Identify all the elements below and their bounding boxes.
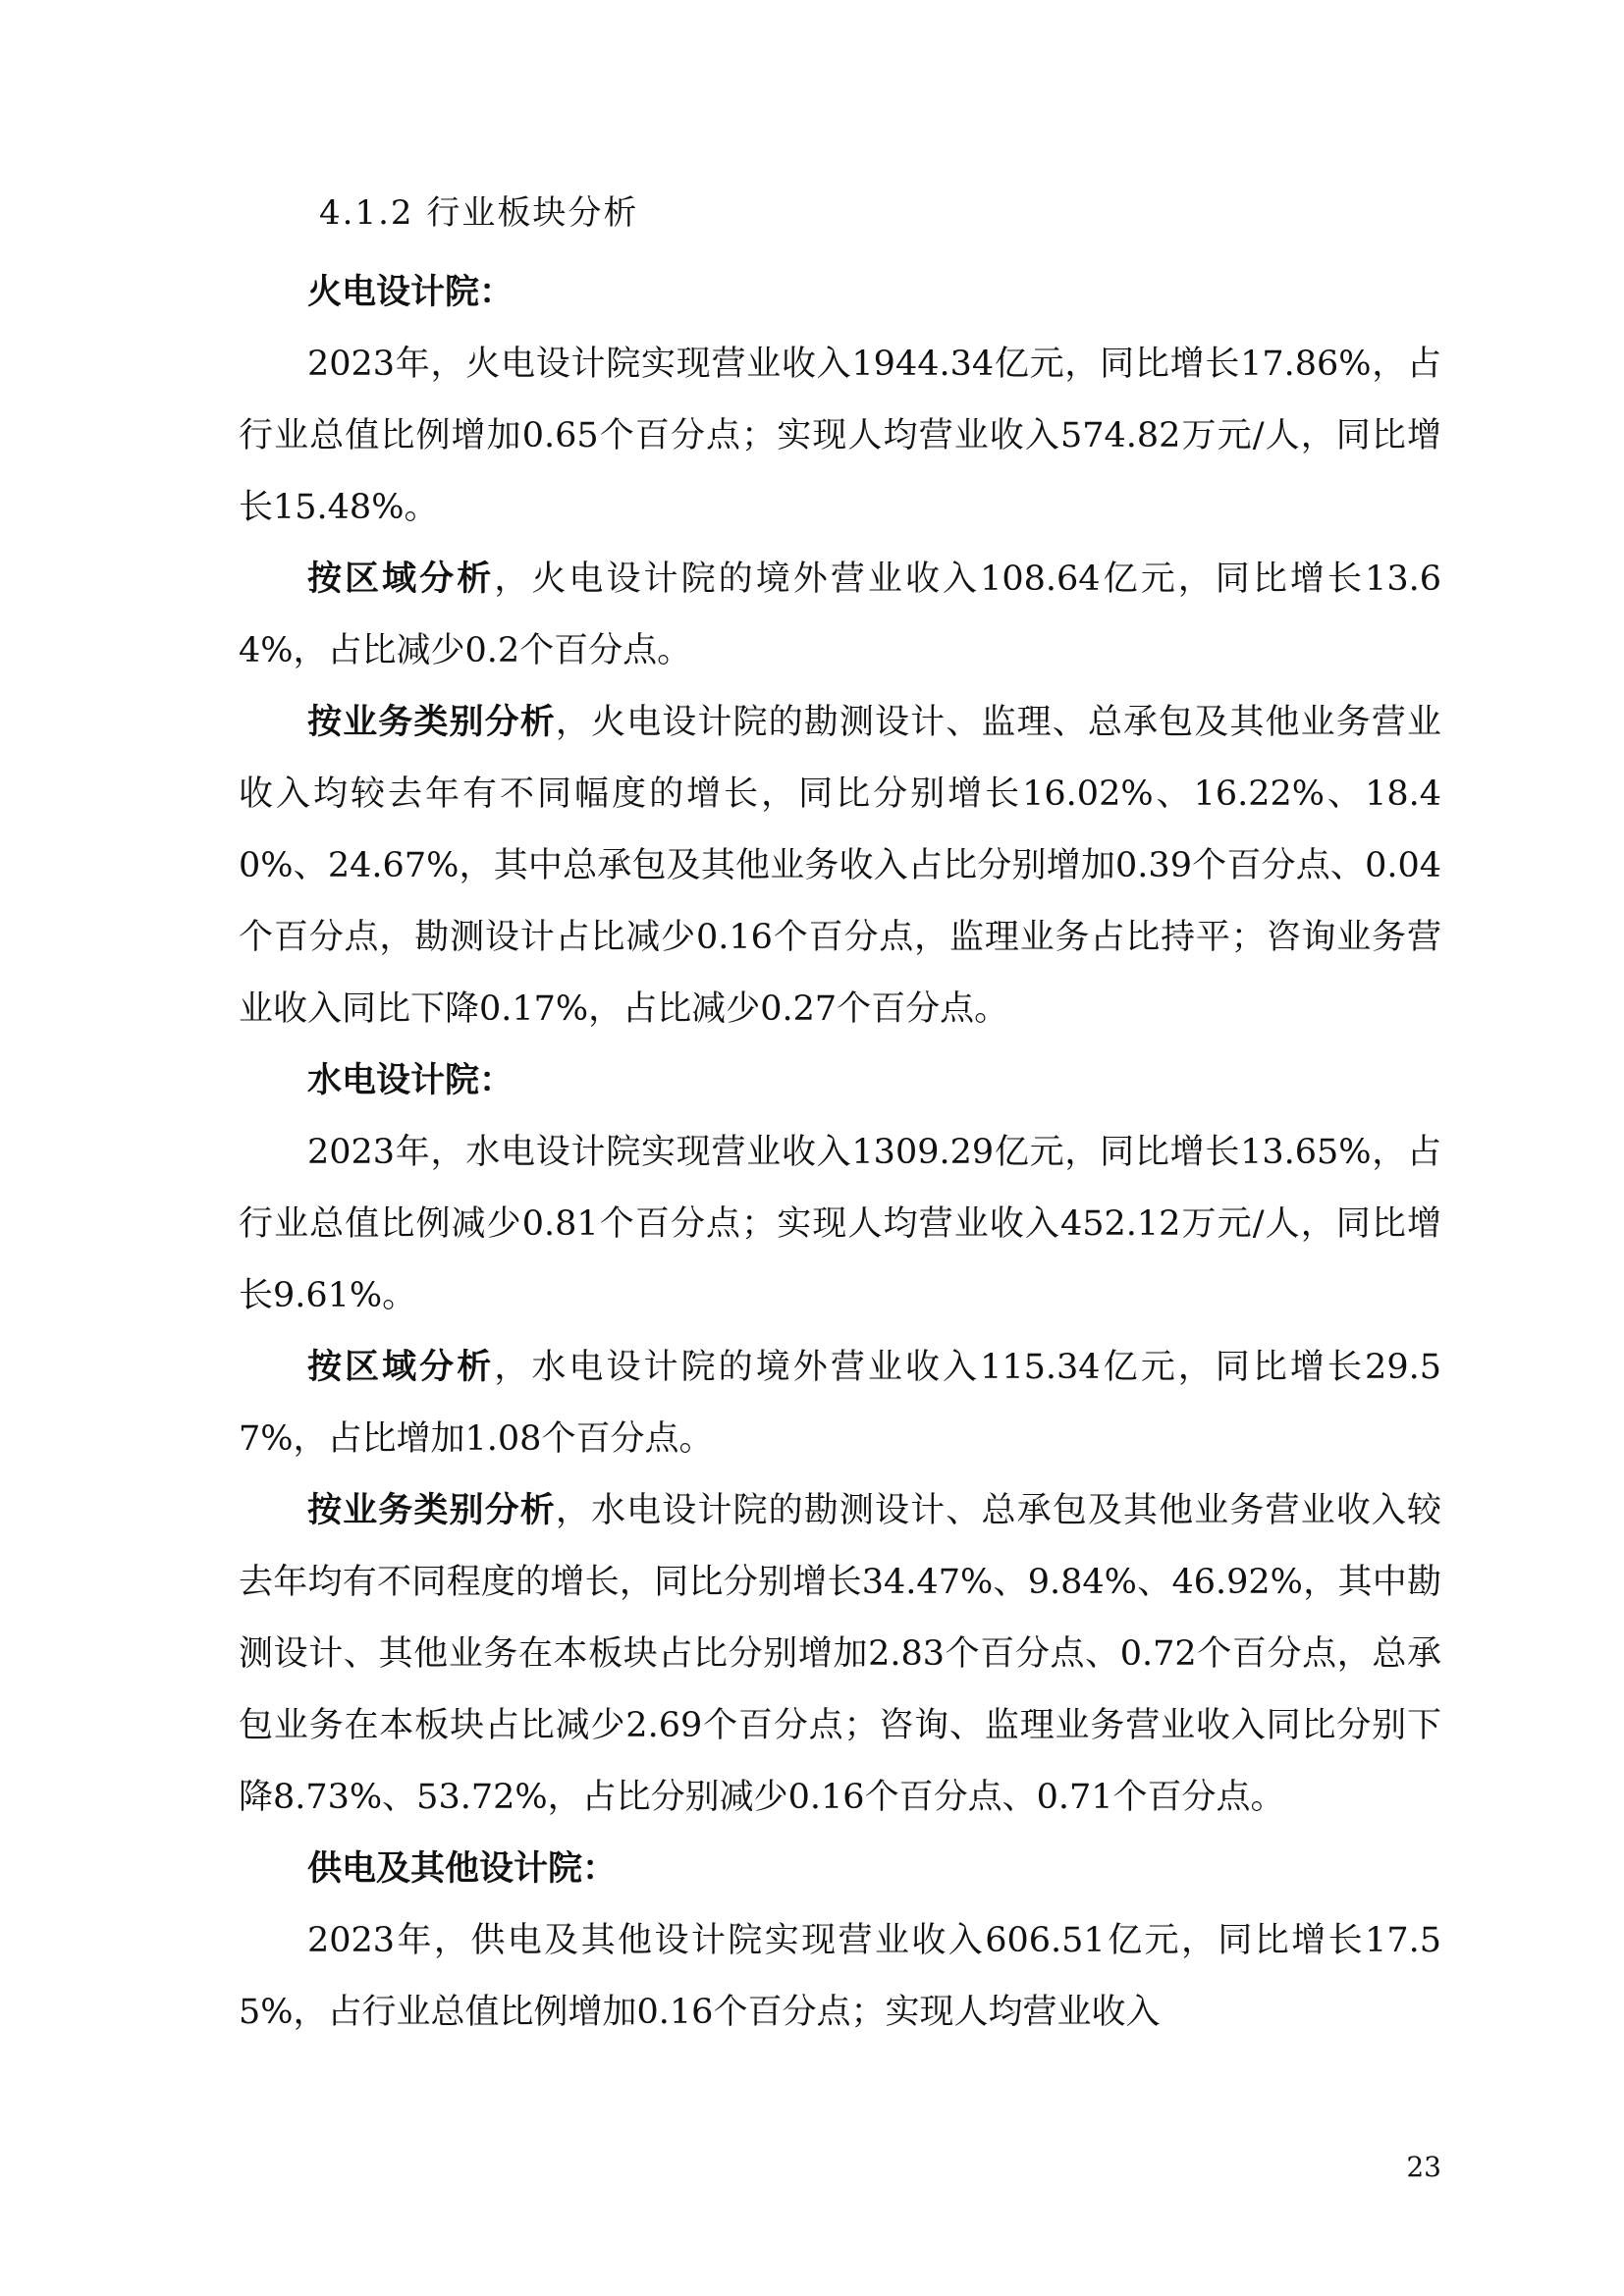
supply-subheading: 供电及其他设计院： <box>307 1849 618 1889</box>
section-heading: 4.1.2 行业板块分析 <box>319 193 639 233</box>
thermal-region-paragraph <box>239 544 1441 687</box>
body-content <box>239 257 1441 2049</box>
thermal-business-text: ，火电设计院的勘测设计、监理、总承包及其他业务营业收入均较去年有不同幅度的增长，同比分别增长16.02%、16.22%、18.40%、24.67%，其中总承包及其他业务收入占比分别增加0.39个百分点、0.04个百分点，勘测设计占比减少0.16个百分点，监理业务占比持平；咨询业务营业收入同比下降0.17%，占比减少0.27个百分点。 <box>239 703 1441 1029</box>
hydro-region-paragraph <box>239 1332 1441 1475</box>
thermal-subheading: 火电设计院： <box>307 273 514 312</box>
page-number: 23 <box>1406 2151 1441 2183</box>
thermal-region-lead: 按区域分析 <box>307 560 495 599</box>
hydro-region-lead: 按区域分析 <box>307 1348 495 1387</box>
thermal-business-lead: 按业务类别分析 <box>307 703 556 742</box>
hydro-business-paragraph <box>239 1475 1441 1834</box>
hydro-business-text: ，水电设计院的勘测设计、总承包及其他业务营业收入较去年均有不同程度的增长，同比分别增长34.47%、9.84%、46.92%，其中勘测设计、其他业务在本板块占比分别增加2.83个百分点、0.72个百分点，总承包业务在本板块占比减少2.69个百分点；咨询、监理业务营业收入同比分别下降8.73%、53.72%，占比分别减少0.16个百分点、0.71个百分点。 <box>239 1491 1441 1817</box>
thermal-business-paragraph <box>239 687 1441 1045</box>
hydro-subheading: 水电设计院： <box>307 1061 514 1100</box>
thermal-region-text: ，火电设计院的境外营业收入108.64亿元，同比增长13.64%，占比减少0.2个百分点。 <box>239 560 1441 670</box>
hydro-region-text: ，水电设计院的境外营业收入115.34亿元，同比增长29.57%，占比增加1.08个百分点。 <box>239 1348 1441 1459</box>
hydro-overview-paragraph: 2023年，水电设计院实现营业收入1309.29亿元，同比增长13.65%，占行业总值比例减少0.81个百分点；实现人均营业收入452.12万元/人，同比增长9.61%。 <box>239 1133 1441 1315</box>
hydro-business-lead: 按业务类别分析 <box>307 1491 556 1530</box>
supply-overview-paragraph: 2023年，供电及其他设计院实现营业收入606.51亿元，同比增长17.55%，占行业总值比例增加0.16个百分点；实现人均营业收入 <box>239 1921 1441 2032</box>
thermal-overview-paragraph: 2023年，火电设计院实现营业收入1944.34亿元，同比增长17.86%，占行业总值比例增加0.65个百分点；实现人均营业收入574.82万元/人，同比增长15.48%。 <box>239 345 1441 527</box>
